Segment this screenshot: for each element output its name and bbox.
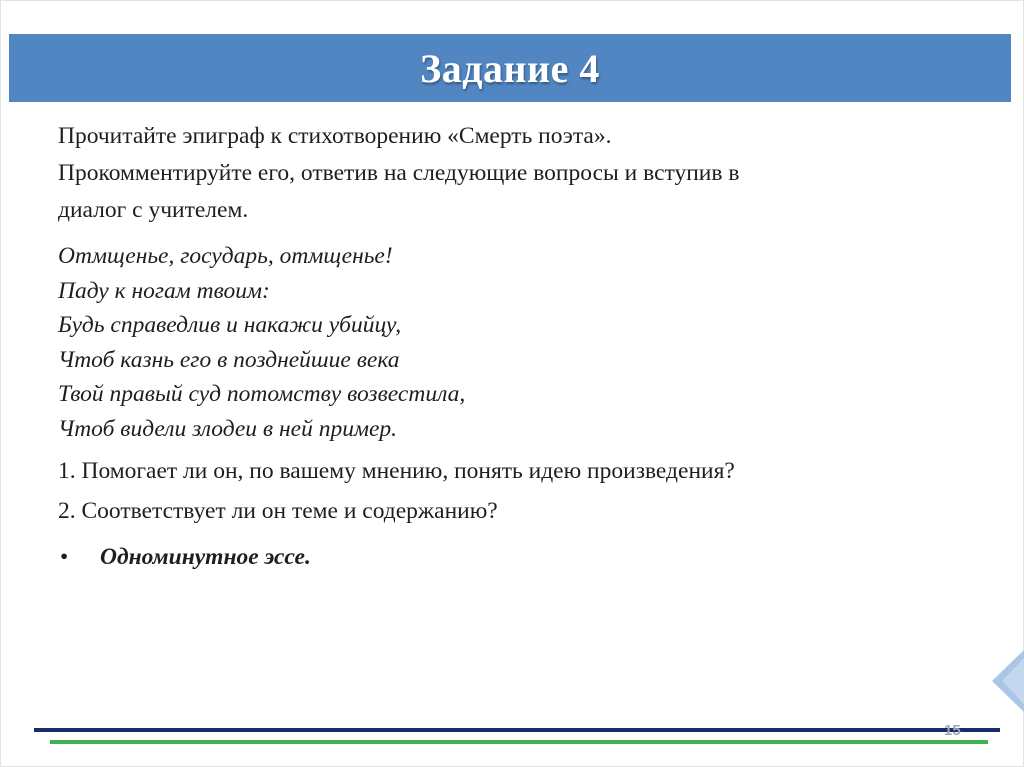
bullet-mark: • — [60, 544, 69, 570]
epigraph-line: Будь справедлив и накажи убийцу, — [58, 312, 402, 338]
epigraph-line: Отмщенье, государь, отмщенье! — [58, 243, 393, 269]
corner-tab-decoration — [984, 650, 1024, 712]
intro-line: Прочитайте эпиграф к стихотворению «Смерть поэта». — [58, 123, 612, 149]
footer-line-navy — [34, 728, 1000, 732]
epigraph-line: Чтоб видели злодеи в ней пример. — [58, 415, 398, 442]
intro-line: диалог с учителем. — [58, 197, 249, 223]
question-2: 2. Соответствует ли он теме и содержанию? — [58, 498, 498, 524]
epigraph-line: Твой правый суд потомству возвестила, — [58, 381, 466, 407]
intro-line: Прокомментируйте его, ответив на следующие вопросы и вступив в — [58, 160, 740, 186]
question-1: 1. Помогает ли он, по вашему мнению, понять идею произведения? — [58, 458, 735, 484]
bullet-item — [58, 542, 938, 572]
title-bar — [9, 34, 1011, 102]
bullet-text: Одноминутное эссе. — [100, 544, 311, 570]
epigraph-line: Паду к ногам твоим: — [58, 277, 270, 304]
epigraph-line: Чтоб казнь его в позднейшие века — [58, 346, 400, 373]
slide-title: Задание 4 — [420, 45, 600, 91]
slide-content — [58, 118, 938, 572]
page-number: 15 — [944, 722, 961, 739]
footer-line-green — [50, 740, 988, 744]
intro-paragraph — [58, 118, 938, 229]
epigraph — [58, 239, 938, 446]
